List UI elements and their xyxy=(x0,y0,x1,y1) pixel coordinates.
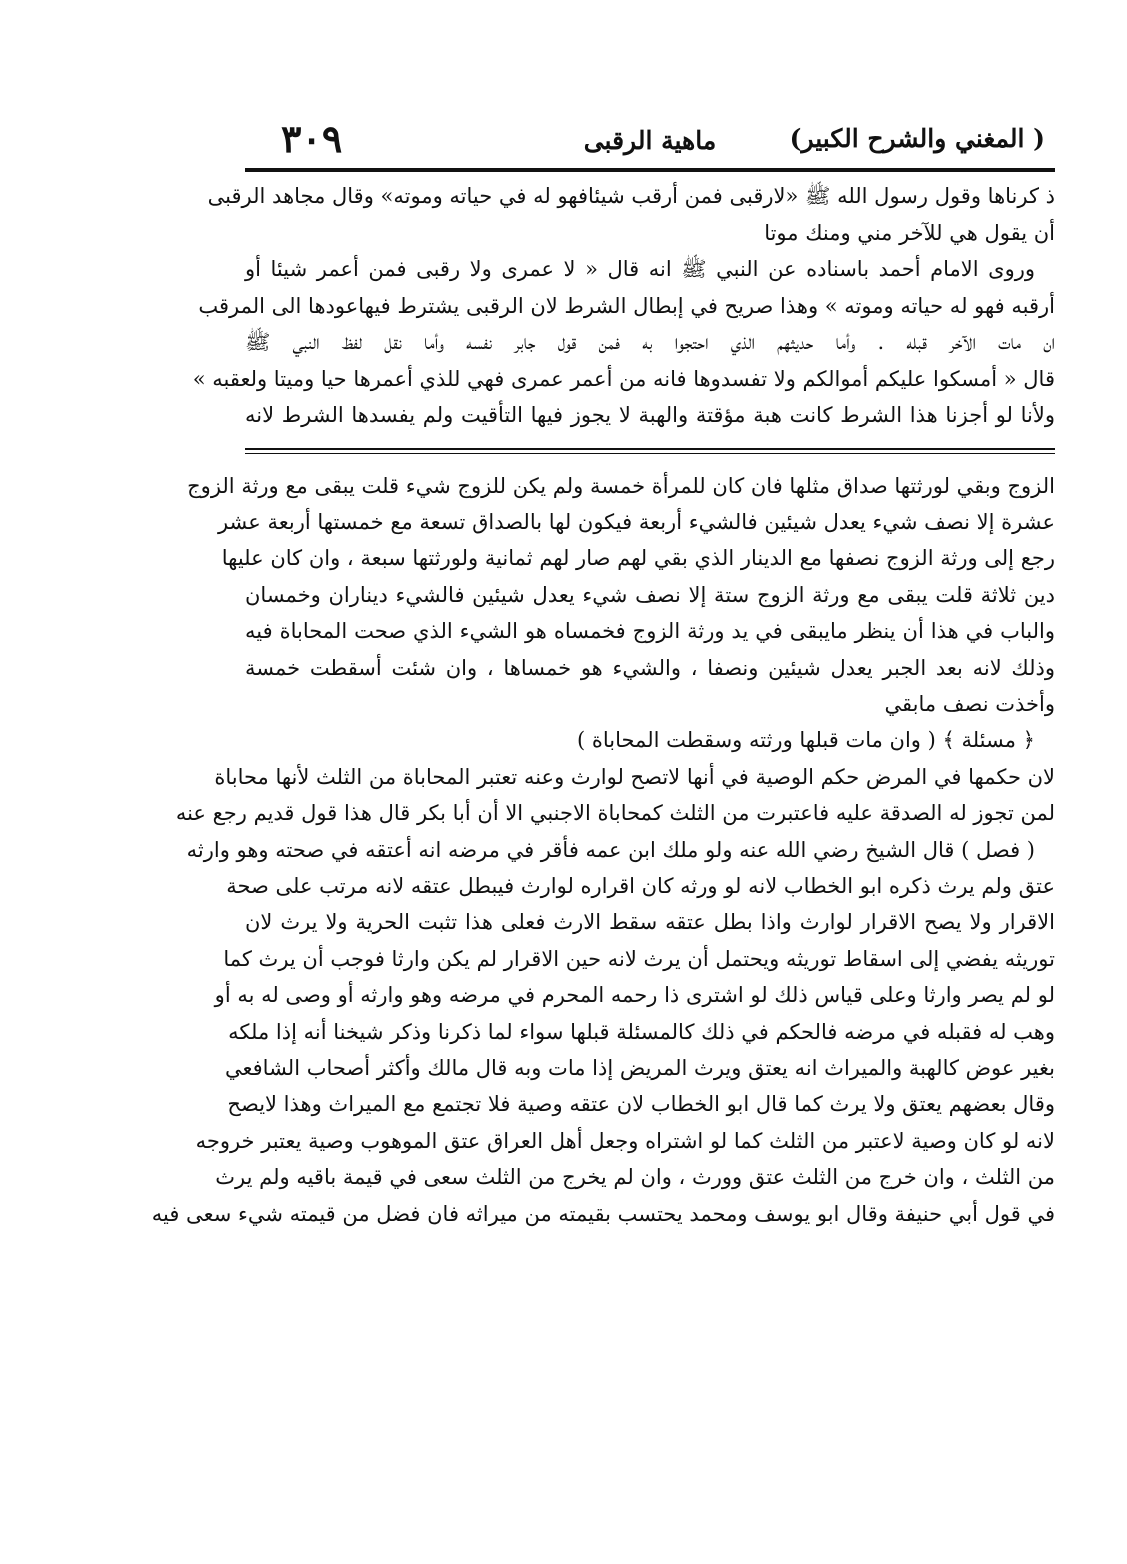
text-line: أن يقول هي للآخر مني ومنك موتا xyxy=(764,220,1055,245)
text-line: لمن تجوز له الصدقة عليه فاعتبرت من الثلث كمحاباة الاجنبي الا أن أبا بكر قال هذا قول قديم رجع عنه xyxy=(175,801,1055,826)
text-line: وهب له فقبله في مرضه فالحكم في ذلك كالمسئلة قبلها سواء لما ذكرنا وذكر شيخنا أنه إذا ملكه xyxy=(228,1019,1055,1044)
text-line: بغير عوض كالهبة والميراث انه يعتق ويرث المريض إذا مات وبه قال مالك وأكثر أصحاب الشافعي xyxy=(225,1056,1055,1080)
header-rule xyxy=(245,168,1055,172)
text-line: رجع إلى ورثة الزوج نصفها مع الدينار الذي بقي لهم صار لهم ثمانية ولورثتها سبعة ، وان كان عليها xyxy=(221,546,1055,571)
text-line: الاقرار ولا يصح الاقرار لوارث واذا بطل عتقه سقط الارث فعلى هذا تثبت الحرية ولا يرث لان xyxy=(245,910,1055,935)
page-header xyxy=(245,118,1055,164)
text-line: ان مات الآخر قبله . وأما حديثهم الذي احتجوا به فمن قول جابر نفسه وأما نقل لفظ النبي ﷺ xyxy=(245,330,1055,354)
section-title: ماهية الرقبى xyxy=(583,126,717,155)
book-title: ( المغني والشرح الكبير) xyxy=(789,124,1045,153)
text-line: ولأنا لو أجزنا هذا الشرط كانت هبة مؤقتة والهبة لا يجوز فيها التأقيت ولم يفسدها الشرط لانه xyxy=(245,403,1055,427)
text-line: والباب في هذا أن ينظر مايبقى في يد ورثة الزوج فخمساه هو الشيء الذي صحت المحاباة فيه xyxy=(245,619,1055,644)
fasl-heading-line: ( فصل ) قال الشيخ رضي الله عنه ولو ملك ابن عمه فأقر في مرضه انه أعتقه في صحته وهو وارثه xyxy=(186,837,1035,862)
text-line: وذلك لانه بعد الجبر يعدل شيئين ونصفا ، والشيء هو خمساها ، وان شئت أسقطت خمسة xyxy=(245,655,1055,680)
text-line: دين ثلاثة قلت يبقى مع ورثة الزوج ستة إلا نصف شيء يعدل شيئين فالشيء ديناران وخمسان xyxy=(245,582,1055,607)
text-line: وروى الامام أحمد باسناده عن النبي ﷺ انه قال « لا عمرى ولا رقبى فمن أعمر شيئا أو xyxy=(245,257,1035,281)
text-line: وأخذت نصف مابقي xyxy=(884,691,1055,716)
text-line: عتق ولم يرث ذكره ابو الخطاب لانه لو ورثه كان اقراره لوارث فيبطل عتقه لانه مرتب على صحة xyxy=(226,873,1055,898)
text-line: لانه لو كان وصية لاعتبر من الثلث كما لو اشتراه وجعل أهل العراق عتق الموهوب وصية يعتبر خروجه xyxy=(195,1128,1055,1153)
page-number: ٣٠٩ xyxy=(281,116,343,161)
section-divider xyxy=(245,448,1055,454)
text-line: لان حكمها في المرض حكم الوصية في أنها لاتصح لوارث وعنه تعتبر المحاباة من الثلث لأنها محاباة xyxy=(214,764,1055,789)
text-line: عشرة إلا نصف شيء يعدل شيئين فالشيء أربعة فيكون لها بالصداق تسعة مع خمستها أربعة عشر xyxy=(217,509,1055,534)
text-line: في قول أبي حنيفة وقال ابو يوسف ومحمد يحتسب بقيمته من ميراثه فان فضل من قيمته شيء سعى فيه xyxy=(151,1201,1055,1226)
text-line: لو لم يصر وارثا وعلى قياس ذلك لو اشترى ذا رحمه المحرم في مرضه وهو وارثه أو وصى له به أو xyxy=(214,983,1055,1008)
text-line: وقال بعضهم يعتق ولا يرث كما قال ابو الخطاب لان عتقه وصية فلا تجتمع مع الميراث وهذا لايصح xyxy=(227,1092,1055,1117)
masala-heading: ﴿ مسئلة ﴾ ( وان مات قبلها ورثته وسقطت المحاباة ) xyxy=(576,728,1035,753)
text-line: أرقبه فهو له حياته وموته » وهذا صريح في إبطال الشرط لان الرقبى يشترط فيهاعودها الى المرقب xyxy=(198,293,1055,318)
text-line: توريثه يفضي إلى اسقاط توريثه ويحتمل أن يرث لانه حين الاقرار لم يكن وارثا فوجب أن يرث كما xyxy=(223,946,1055,971)
lower-text-block xyxy=(151,468,1055,1233)
upper-text-block xyxy=(192,178,1055,434)
text-line: ذ كرناها وقول رسول الله ﷺ «لارقبى فمن أرقب شيئافهو له في حياته وموته» وقال مجاهد الرقبى xyxy=(207,184,1055,208)
text-line: قال « أمسكوا عليكم أموالكم ولا تفسدوها فانه من أعمر عمرى فهي للذي أعمرها حيا وميتا ولعقبه » xyxy=(192,366,1055,391)
page xyxy=(151,116,1055,1518)
text-line: الزوج وبقي لورثتها صداق مثلها فان كان للمرأة خمسة ولم يكن للزوج شيء قلت يبقى مع ورثة الزوج xyxy=(187,473,1055,498)
text-line: من الثلث ، وان خرج من الثلث عتق وورث ، وان لم يخرج من الثلث سعى في قيمة باقيه ولم يرث xyxy=(215,1165,1055,1190)
